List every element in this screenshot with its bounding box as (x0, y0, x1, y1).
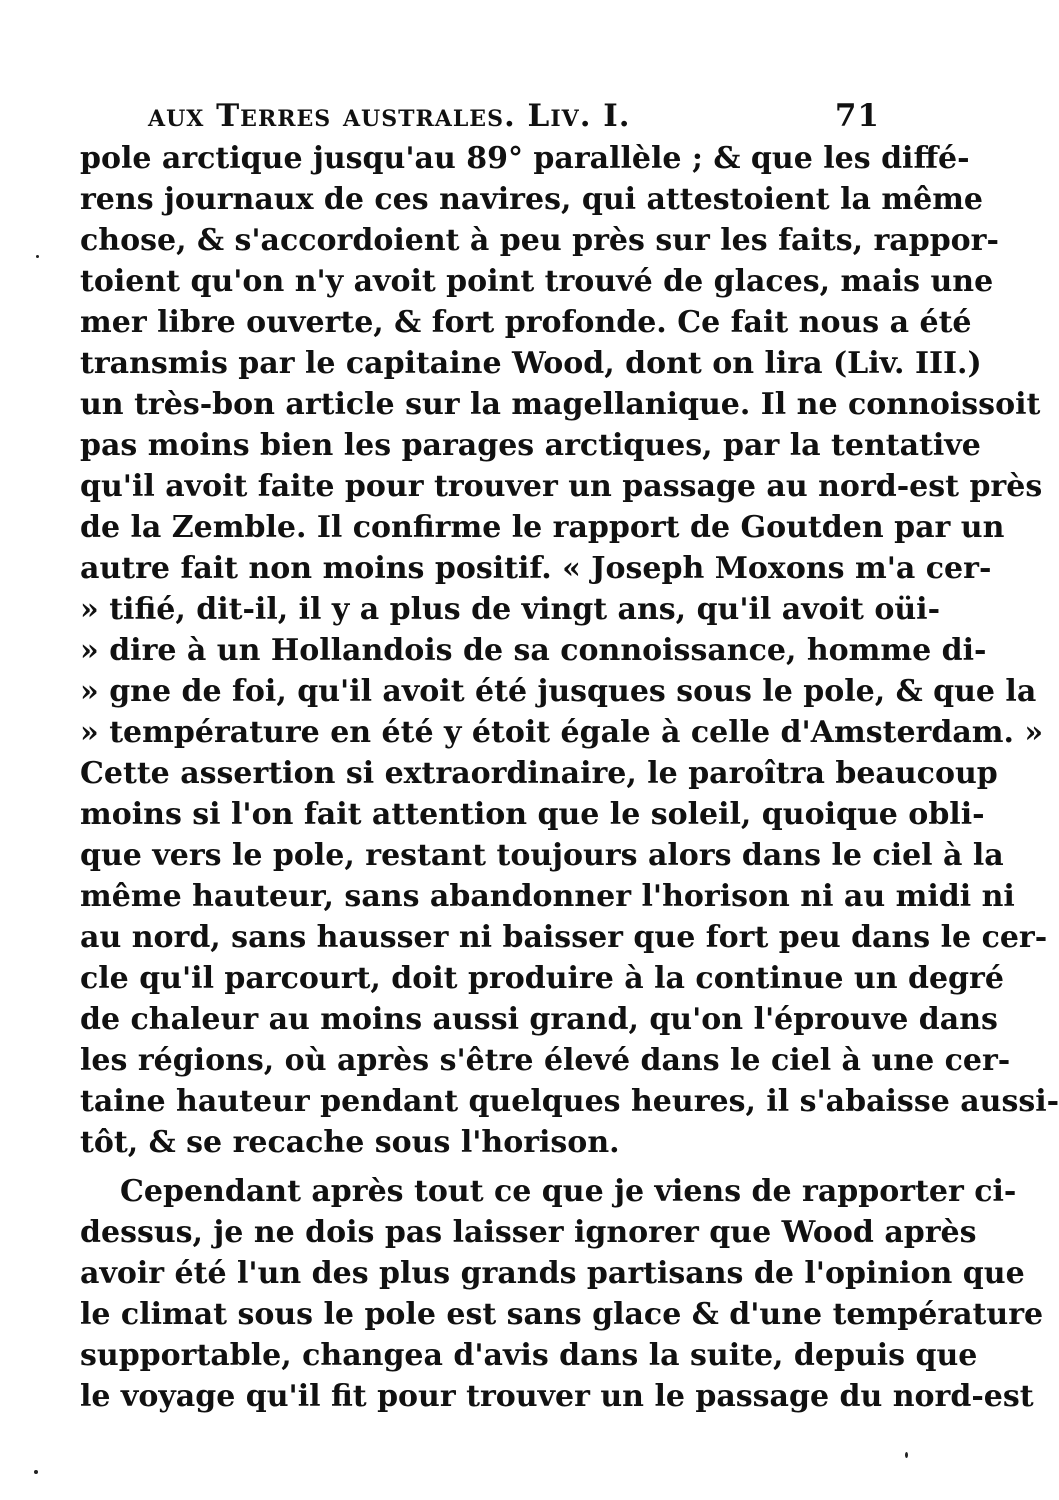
text-line: taine hauteur pendant quelques heures, il s'abaisse aussi- (80, 1084, 1059, 1119)
text-line: » tifié, dit-il, il y a plus de vingt ans, qu'il avoit oüi- (80, 592, 941, 627)
paragraph-gap (80, 1163, 880, 1171)
text-line: les régions, où après s'être élevé dans le ciel à une cer- (80, 1043, 1011, 1078)
text-line: mer libre ouverte, & fort profonde. Ce fait nous a été (80, 305, 972, 340)
text-line: même hauteur, sans abandonner l'horison ni au midi ni (80, 879, 1015, 914)
running-head-title: aux Terres australes. Liv. I. (148, 98, 631, 134)
ink-speck (905, 1452, 908, 1458)
text-line: toient qu'on n'y avoit point trouvé de glaces, mais une (80, 264, 994, 299)
text-line: dessus, je ne dois pas laisser ignorer que Wood après (80, 1215, 977, 1250)
text-line: de la Zemble. Il confirme le rapport de Goutden par un (80, 510, 1005, 545)
text-line: avoir été l'un des plus grands partisans de l'opinion que (80, 1256, 1025, 1291)
text-line: pas moins bien les parages arctiques, par la tentative (80, 428, 981, 463)
ink-speck (36, 255, 39, 258)
ink-speck (34, 1470, 38, 1474)
text-line: cle qu'il parcourt, doit produire à la continue un degré (80, 961, 1004, 996)
text-line: autre fait non moins positif. « Joseph Moxons m'a cer- (80, 551, 992, 586)
text-line: tôt, & se recache sous l'horison. (80, 1125, 620, 1160)
text-line: » température en été y étoit égale à celle d'Amsterdam. » (80, 715, 1044, 750)
paragraph-2 (80, 1171, 1044, 1417)
text-line: au nord, sans hausser ni baisser que fort peu dans le cer- (80, 920, 1048, 955)
text-line: le voyage qu'il fit pour trouver un le passage du nord-est (80, 1379, 1034, 1414)
text-line: qu'il avoit faite pour trouver un passage au nord-est près (80, 469, 1043, 504)
text-line: supportable, changea d'avis dans la suite, depuis que (80, 1338, 978, 1373)
running-head (148, 98, 880, 142)
text-line: chose, & s'accordoient à peu près sur les faits, rappor- (80, 223, 999, 258)
body-text (80, 138, 1059, 1417)
text-line: Cette assertion si extraordinaire, le paroîtra beaucoup (80, 756, 998, 791)
text-line: le climat sous le pole est sans glace & d'une température (80, 1297, 1044, 1332)
text-line: rens journaux de ces navires, qui attestoient la même (80, 182, 984, 217)
text-line: un très-bon article sur la magellanique. Il ne connoissoit (80, 387, 1041, 422)
text-line: moins si l'on fait attention que le soleil, quoique obli- (80, 797, 985, 832)
text-line: transmis par le capitaine Wood, dont on lira (Liv. III.) (80, 346, 982, 381)
text-line: pole arctique jusqu'au 89° parallèle ; & que les diffé- (80, 141, 970, 176)
page-number: 71 (834, 98, 880, 134)
text-line: que vers le pole, restant toujours alors dans le ciel à la (80, 838, 1004, 873)
text-line: Cependant après tout ce que je viens de rapporter ci- (120, 1174, 1017, 1209)
text-line: » gne de foi, qu'il avoit été jusques sous le pole, & que la (80, 674, 1037, 709)
paragraph-1 (80, 138, 1059, 1163)
text-line: de chaleur au moins aussi grand, qu'on l'éprouve dans (80, 1002, 998, 1037)
text-line: » dire à un Hollandois de sa connoissance, homme di- (80, 633, 987, 668)
